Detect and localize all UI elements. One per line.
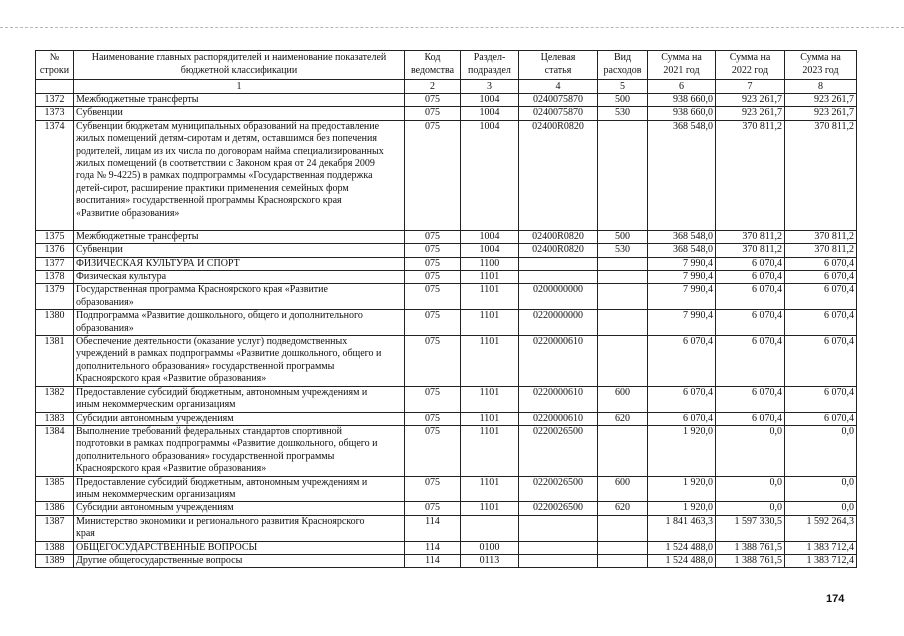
row-number-cell: 1388 xyxy=(36,541,74,554)
table-row xyxy=(36,94,857,107)
dept-code-cell: 075 xyxy=(405,310,461,336)
column-number: 6 xyxy=(648,80,716,94)
indicator-name-cell xyxy=(74,244,405,257)
page-number: 174 xyxy=(826,593,845,605)
column-number: 4 xyxy=(519,80,598,94)
sum-2022-cell: 6 070,4 xyxy=(716,284,785,310)
row-number-cell: 1383 xyxy=(36,412,74,425)
target-article-cell: 0220026500 xyxy=(519,476,598,502)
name-line: Подпрограмма «Развитие дошкольного, общего и дополнительного xyxy=(76,310,363,322)
name-line: Субсидии автономным учреждениям xyxy=(76,412,234,424)
sum-2022-cell: 1 388 761,5 xyxy=(716,554,785,567)
sum-2022-cell: 0,0 xyxy=(716,476,785,502)
name-line: Обеспечение деятельности (оказание услуг) подведомственных xyxy=(76,336,348,348)
sum-2022-cell: 923 261,7 xyxy=(716,107,785,120)
sum-2023-cell: 923 261,7 xyxy=(785,94,857,107)
section-cell xyxy=(461,515,519,541)
table-row xyxy=(36,554,857,567)
column-numbers-row xyxy=(36,80,857,94)
name-line: Физическая культура xyxy=(76,271,167,283)
table-row xyxy=(36,107,857,120)
sum-2023-cell: 1 592 264,3 xyxy=(785,515,857,541)
column-number: 5 xyxy=(598,80,648,94)
sum-2022-cell: 6 070,4 xyxy=(716,310,785,336)
sum-2021-cell: 7 990,4 xyxy=(648,257,716,270)
row-number-cell: 1379 xyxy=(36,284,74,310)
indicator-name-cell xyxy=(74,107,405,120)
table-row xyxy=(36,502,857,515)
section-cell: 0100 xyxy=(461,541,519,554)
name-line: Субсидии автономным учреждениям xyxy=(76,502,234,514)
indicator-name-cell xyxy=(74,425,405,476)
target-article-cell: 0220026500 xyxy=(519,502,598,515)
sum-2022-cell: 370 811,2 xyxy=(716,120,785,230)
name-line: учреждений в рамках подпрограммы «Развитие дошкольного, общего и xyxy=(76,348,382,360)
section-cell: 1004 xyxy=(461,120,519,230)
section-cell: 1101 xyxy=(461,476,519,502)
target-article-cell: 0220000000 xyxy=(519,310,598,336)
dept-code-cell: 114 xyxy=(405,541,461,554)
indicator-name-cell xyxy=(74,120,405,230)
expense-type-cell xyxy=(598,284,648,310)
name-line: образования» xyxy=(76,296,134,308)
row-number-cell: 1389 xyxy=(36,554,74,567)
expense-type-cell: 600 xyxy=(598,386,648,412)
sum-2021-cell: 6 070,4 xyxy=(648,336,716,387)
expense-type-cell xyxy=(598,257,648,270)
row-number-cell: 1384 xyxy=(36,425,74,476)
name-line: воспитания» государственной программы Красноярского края xyxy=(76,195,342,207)
row-number-cell: 1374 xyxy=(36,120,74,230)
dept-code-cell: 114 xyxy=(405,515,461,541)
target-article-cell: 0240075870 xyxy=(519,107,598,120)
section-cell: 1101 xyxy=(461,502,519,515)
table-row xyxy=(36,425,857,476)
section-cell: 1101 xyxy=(461,386,519,412)
sum-2023-cell: 0,0 xyxy=(785,502,857,515)
section-cell: 1100 xyxy=(461,257,519,270)
sum-2021-cell: 1 920,0 xyxy=(648,425,716,476)
column-number: 7 xyxy=(716,80,785,94)
dept-code-cell: 075 xyxy=(405,120,461,230)
sum-2023-cell: 6 070,4 xyxy=(785,284,857,310)
sum-2021-cell: 7 990,4 xyxy=(648,284,716,310)
target-article-cell xyxy=(519,271,598,284)
sum-2021-cell: 368 548,0 xyxy=(648,120,716,230)
indicator-name-cell xyxy=(74,230,405,243)
name-line: Выполнение требований федеральных стандартов спортивной xyxy=(76,425,342,437)
sum-2021-cell: 6 070,4 xyxy=(648,412,716,425)
dept-code-cell: 114 xyxy=(405,554,461,567)
sum-2022-cell: 1 597 330,5 xyxy=(716,515,785,541)
section-cell: 1101 xyxy=(461,425,519,476)
section-cell: 1101 xyxy=(461,336,519,387)
name-line: «Развитие образования» xyxy=(76,207,180,219)
row-number-cell: 1378 xyxy=(36,271,74,284)
column-number: 2 xyxy=(405,80,461,94)
section-cell: 1004 xyxy=(461,230,519,243)
header-sum-2022: Сумма на 2022 год xyxy=(716,51,785,80)
section-cell: 1004 xyxy=(461,244,519,257)
indicator-name-cell xyxy=(74,257,405,270)
name-line: жилых помещений детям-сиротам и детям, оставшимся без попечения xyxy=(76,133,377,145)
dept-code-cell: 075 xyxy=(405,476,461,502)
indicator-name-cell xyxy=(74,94,405,107)
table-row xyxy=(36,515,857,541)
row-number-cell: 1377 xyxy=(36,257,74,270)
expense-type-cell: 530 xyxy=(598,244,648,257)
row-number-cell: 1381 xyxy=(36,336,74,387)
dept-code-cell: 075 xyxy=(405,271,461,284)
dept-code-cell: 075 xyxy=(405,425,461,476)
row-number-cell: 1372 xyxy=(36,94,74,107)
expense-type-cell xyxy=(598,425,648,476)
sum-2022-cell: 6 070,4 xyxy=(716,386,785,412)
section-cell: 1101 xyxy=(461,412,519,425)
sum-2022-cell: 6 070,4 xyxy=(716,336,785,387)
target-article-cell xyxy=(519,515,598,541)
expense-type-cell: 620 xyxy=(598,412,648,425)
sum-2021-cell: 1 920,0 xyxy=(648,502,716,515)
section-cell: 1101 xyxy=(461,271,519,284)
header-section: Раздел- подраздел xyxy=(461,51,519,80)
target-article-cell: 0200000000 xyxy=(519,284,598,310)
target-article-cell: 0220000610 xyxy=(519,412,598,425)
table-header xyxy=(36,51,857,94)
sum-2023-cell: 0,0 xyxy=(785,476,857,502)
header-sum-2023: Сумма на 2023 год xyxy=(785,51,857,80)
sum-2023-cell: 923 261,7 xyxy=(785,107,857,120)
table-row xyxy=(36,257,857,270)
indicator-name-cell xyxy=(74,336,405,387)
sum-2021-cell: 368 548,0 xyxy=(648,244,716,257)
name-line: ОБЩЕГОСУДАРСТВЕННЫЕ ВОПРОСЫ xyxy=(76,541,258,553)
sum-2021-cell: 6 070,4 xyxy=(648,386,716,412)
dept-code-cell: 075 xyxy=(405,502,461,515)
indicator-name-cell xyxy=(74,476,405,502)
sum-2021-cell: 7 990,4 xyxy=(648,271,716,284)
sum-2021-cell: 1 920,0 xyxy=(648,476,716,502)
sum-2022-cell: 370 811,2 xyxy=(716,244,785,257)
sum-2023-cell: 6 070,4 xyxy=(785,386,857,412)
table-row xyxy=(36,310,857,336)
header-target-article: Целевая статья xyxy=(519,51,598,80)
section-cell: 1101 xyxy=(461,284,519,310)
sum-2022-cell: 1 388 761,5 xyxy=(716,541,785,554)
name-line: Красноярского края «Развитие образования» xyxy=(76,373,267,385)
name-line: Другие общегосударственные вопросы xyxy=(76,554,243,566)
target-article-cell: 0220000610 xyxy=(519,336,598,387)
header-dept-code: Код ведомства xyxy=(405,51,461,80)
target-article-cell: 0220000610 xyxy=(519,386,598,412)
sum-2021-cell: 1 841 463,3 xyxy=(648,515,716,541)
name-line: Государственная программа Красноярского края «Развитие xyxy=(76,284,328,296)
table-row xyxy=(36,230,857,243)
table-row xyxy=(36,412,857,425)
sum-2023-cell: 1 383 712,4 xyxy=(785,554,857,567)
sum-2023-cell: 370 811,2 xyxy=(785,244,857,257)
page-top-rule xyxy=(0,27,904,28)
target-article-cell: 02400R0820 xyxy=(519,230,598,243)
name-line: родителей, лицам из их числа по договорам найма специализированных xyxy=(76,145,384,157)
dept-code-cell: 075 xyxy=(405,386,461,412)
indicator-name-cell xyxy=(74,412,405,425)
sum-2022-cell: 6 070,4 xyxy=(716,257,785,270)
sum-2021-cell: 1 524 488,0 xyxy=(648,541,716,554)
indicator-name-cell xyxy=(74,515,405,541)
dept-code-cell: 075 xyxy=(405,230,461,243)
row-number-cell: 1373 xyxy=(36,107,74,120)
target-article-cell xyxy=(519,554,598,567)
sum-2023-cell: 6 070,4 xyxy=(785,310,857,336)
table-row xyxy=(36,476,857,502)
name-line: ФИЗИЧЕСКАЯ КУЛЬТУРА И СПОРТ xyxy=(76,257,240,269)
indicator-name-cell xyxy=(74,271,405,284)
expense-type-cell xyxy=(598,120,648,230)
sum-2023-cell: 6 070,4 xyxy=(785,271,857,284)
expense-type-cell: 600 xyxy=(598,476,648,502)
column-number xyxy=(36,80,74,94)
name-line: Министерство экономики и регионального развития Красноярского xyxy=(76,515,365,527)
indicator-name-cell xyxy=(74,310,405,336)
name-line: дополнительного образования» государственной программы xyxy=(76,450,335,462)
expense-type-cell: 620 xyxy=(598,502,648,515)
dept-code-cell: 075 xyxy=(405,257,461,270)
expense-type-cell: 500 xyxy=(598,94,648,107)
section-cell: 1101 xyxy=(461,310,519,336)
name-line: Межбюджетные трансферты xyxy=(76,230,199,242)
section-cell: 1004 xyxy=(461,107,519,120)
sum-2022-cell: 6 070,4 xyxy=(716,412,785,425)
name-line: Субвенции xyxy=(76,244,123,256)
name-line: жилых помещений (в соответствии с Законом края от 24 декабря 2009 xyxy=(76,158,375,170)
indicator-name-cell xyxy=(74,554,405,567)
expense-type-cell xyxy=(598,336,648,387)
row-number-cell: 1382 xyxy=(36,386,74,412)
row-number-cell: 1380 xyxy=(36,310,74,336)
name-line: края xyxy=(76,528,95,540)
table-row xyxy=(36,386,857,412)
dept-code-cell: 075 xyxy=(405,336,461,387)
sum-2022-cell: 370 811,2 xyxy=(716,230,785,243)
indicator-name-cell xyxy=(74,502,405,515)
name-line: образования» xyxy=(76,322,134,334)
expense-type-cell xyxy=(598,554,648,567)
header-name: Наименование главных распорядителей и наименование показателей бюджетной классификации xyxy=(74,51,405,80)
sum-2021-cell: 7 990,4 xyxy=(648,310,716,336)
row-number-cell: 1376 xyxy=(36,244,74,257)
name-line: дополнительного образования» государственной программы xyxy=(76,360,335,372)
row-number-cell: 1385 xyxy=(36,476,74,502)
table-row xyxy=(36,284,857,310)
name-line: Предоставление субсидий бюджетным, автономным учреждениям и xyxy=(76,386,368,398)
column-number: 8 xyxy=(785,80,857,94)
sum-2023-cell: 6 070,4 xyxy=(785,257,857,270)
header-expense-type: Вид расходов xyxy=(598,51,648,80)
indicator-name-cell xyxy=(74,284,405,310)
indicator-name-cell xyxy=(74,541,405,554)
name-line: Межбюджетные трансферты xyxy=(76,94,199,105)
name-line: иным некоммерческим организациям xyxy=(76,488,236,500)
sum-2023-cell: 370 811,2 xyxy=(785,230,857,243)
dept-code-cell: 075 xyxy=(405,284,461,310)
expense-type-cell xyxy=(598,310,648,336)
budget-table xyxy=(35,50,857,568)
expense-type-cell xyxy=(598,271,648,284)
name-line: Субвенции xyxy=(76,107,123,119)
name-line: детей-сирот, расширение практики применения семейных форм xyxy=(76,182,349,194)
table-row xyxy=(36,271,857,284)
sum-2023-cell: 6 070,4 xyxy=(785,412,857,425)
expense-type-cell xyxy=(598,515,648,541)
row-number-cell: 1387 xyxy=(36,515,74,541)
name-line: Предоставление субсидий бюджетным, автономным учреждениям и xyxy=(76,476,368,488)
header-row-number: № строки xyxy=(36,51,74,80)
name-line: года № 9-4225) в рамках подпрограммы «Государственная поддержка xyxy=(76,170,373,182)
target-article-cell: 02400R0820 xyxy=(519,244,598,257)
dept-code-cell: 075 xyxy=(405,107,461,120)
expense-type-cell: 500 xyxy=(598,230,648,243)
row-number-cell: 1375 xyxy=(36,230,74,243)
indicator-name-cell xyxy=(74,386,405,412)
column-number: 3 xyxy=(461,80,519,94)
sum-2022-cell: 6 070,4 xyxy=(716,271,785,284)
table-body xyxy=(36,94,857,568)
sum-2022-cell: 923 261,7 xyxy=(716,94,785,107)
sum-2021-cell: 938 660,0 xyxy=(648,94,716,107)
table-row xyxy=(36,244,857,257)
section-cell: 0113 xyxy=(461,554,519,567)
section-cell: 1004 xyxy=(461,94,519,107)
name-line: подготовки в рамках подпрограммы «Развитие дошкольного, общего и xyxy=(76,438,378,450)
target-article-cell: 0240075870 xyxy=(519,94,598,107)
table-row xyxy=(36,541,857,554)
sum-2021-cell: 368 548,0 xyxy=(648,230,716,243)
target-article-cell xyxy=(519,541,598,554)
name-line: иным некоммерческим организациям xyxy=(76,399,236,411)
table-row xyxy=(36,336,857,387)
row-number-cell: 1386 xyxy=(36,502,74,515)
sum-2022-cell: 0,0 xyxy=(716,425,785,476)
column-number: 1 xyxy=(74,80,405,94)
target-article-cell xyxy=(519,257,598,270)
sum-2022-cell: 0,0 xyxy=(716,502,785,515)
dept-code-cell: 075 xyxy=(405,94,461,107)
target-article-cell: 02400R0820 xyxy=(519,120,598,230)
expense-type-cell: 530 xyxy=(598,107,648,120)
expense-type-cell xyxy=(598,541,648,554)
dept-code-cell: 075 xyxy=(405,412,461,425)
table-row xyxy=(36,120,857,230)
sum-2023-cell: 0,0 xyxy=(785,425,857,476)
name-line: Субвенции бюджетам муниципальных образований на предоставление xyxy=(76,120,380,132)
sum-2023-cell: 370 811,2 xyxy=(785,120,857,230)
dept-code-cell: 075 xyxy=(405,244,461,257)
sum-2021-cell: 1 524 488,0 xyxy=(648,554,716,567)
name-line: Красноярского края «Развитие образования» xyxy=(76,463,267,475)
target-article-cell: 0220026500 xyxy=(519,425,598,476)
sum-2023-cell: 1 383 712,4 xyxy=(785,541,857,554)
header-sum-2021: Сумма на 2021 год xyxy=(648,51,716,80)
sum-2023-cell: 6 070,4 xyxy=(785,336,857,387)
sum-2021-cell: 938 660,0 xyxy=(648,107,716,120)
